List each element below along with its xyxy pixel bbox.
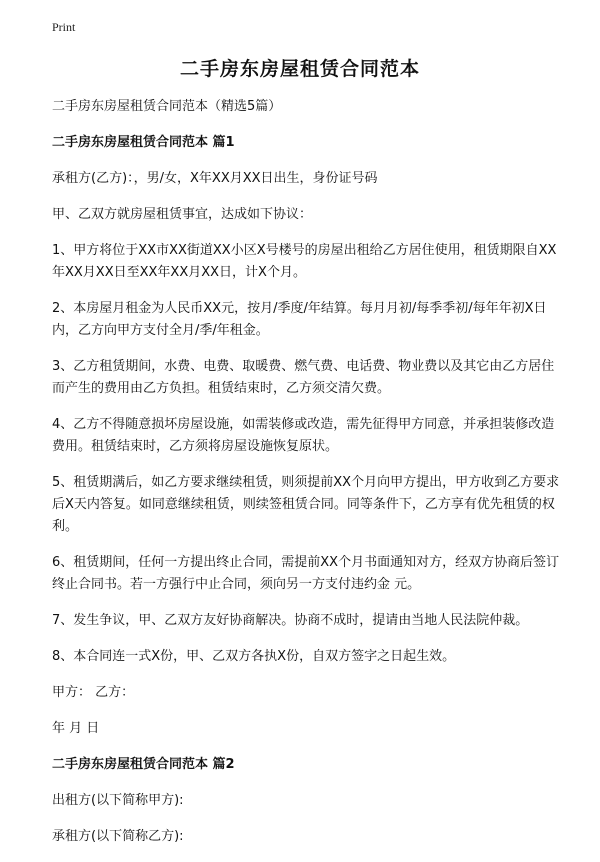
date-line: 年 月 日 [52,721,100,736]
signature-line: 甲方： 乙方： [52,685,135,700]
paragraph: 出租方(以下简称甲方): [52,793,184,808]
paragraph: 甲、乙双方就房屋租赁事宜，达成如下协议： [52,207,313,222]
paragraph: 承租方(乙方)：，男/女，X年XX月XX日出生，身份证号码 [52,171,378,186]
clause-2: 2、本房屋月租金为人民币XX元，按月/季度/年结算。每月月初/每季季初/每年年初X日内，乙方向甲方支付全月/季/年租金。 [52,301,547,338]
section-heading-1: 二手房东房屋租赁合同范本 篇1 [52,135,235,150]
clause-5: 5、租赁期满后，如乙方要求继续租赁，则须提前XX个月向甲方提出，甲方收到乙方要求后X天内答复。如同意继续租赁，则续签租赁合同。同等条件下，乙方享有优先租赁的权利。 [52,475,560,534]
clause-1: 1、甲方将位于XX市XX街道XX小区X号楼号的房屋出租给乙方居住使用，租赁期限自XX年XX月XX日至XX年XX月XX日，计X个月。 [52,243,557,280]
clause-8: 8、本合同连一式X份，甲、乙双方各执X份，自双方签字之日起生效。 [52,649,456,664]
document-subtitle: 二手房东房屋租赁合同范本（精选5篇） [52,99,282,114]
clause-3: 3、乙方租赁期间，水费、电费、取暖费、燃气费、电话费、物业费以及其它由乙方居住而产生的费用由乙方负担。租赁结束时，乙方须交清欠费。 [52,359,555,396]
paragraph: 承租方(以下简称乙方): [52,829,184,844]
clause-4: 4、乙方不得随意损坏房屋设施，如需装修或改造，需先征得甲方同意，并承担装修改造费用。租赁结束时，乙方须将房屋设施恢复原状。 [52,417,555,454]
print-link[interactable]: Print [52,20,76,34]
document-title: 二手房东房屋租赁合同范本 [179,58,420,80]
clause-6: 6、租赁期间，任何一方提出终止合同，需提前XX个月书面通知对方，经双方协商后签订终止合同书。若一方强行中止合同，须向另一方支付违约金 元。 [52,555,560,592]
section-heading-2: 二手房东房屋租赁合同范本 篇2 [52,757,235,772]
document-body [52,96,562,862]
clause-7: 7、发生争议，甲、乙双方友好协商解决。协商不成时，提请由当地人民法院仲裁。 [52,613,529,628]
